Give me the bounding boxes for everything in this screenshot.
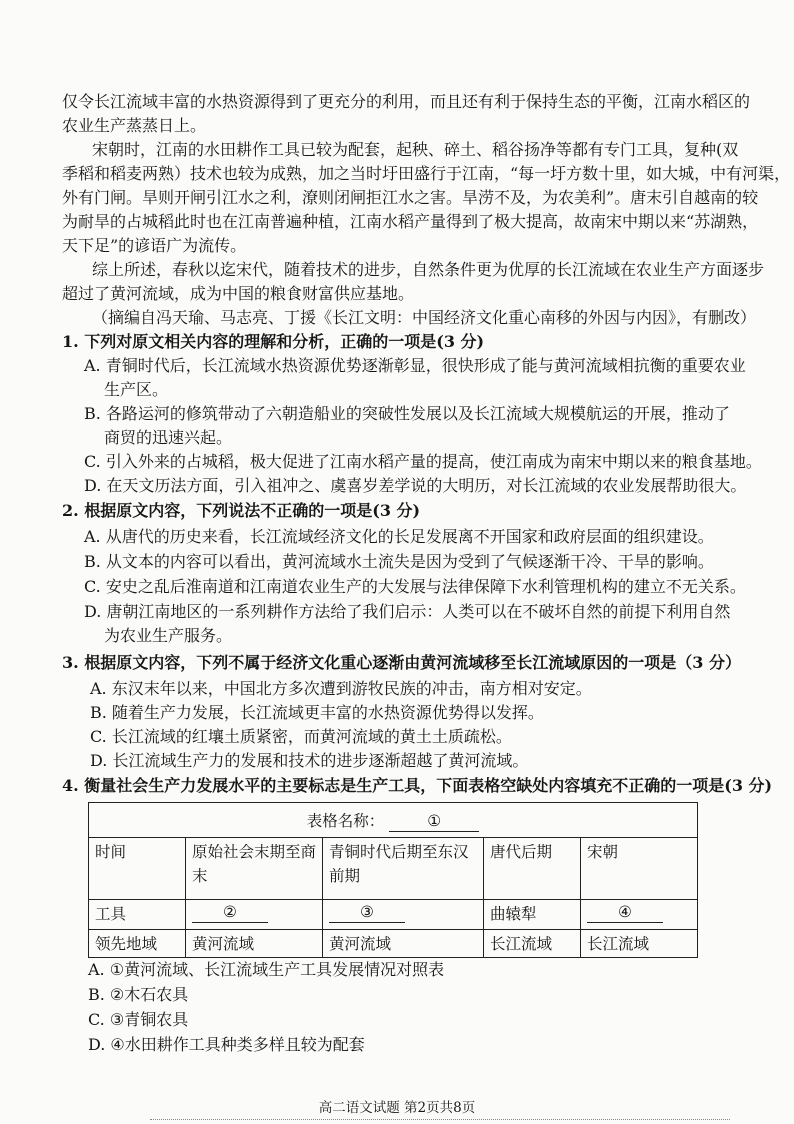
table-title-blank: ① [389, 811, 479, 832]
q1-option-c: C. 引入外来的占城稻，极大促进了江南水稻产量的提高，使江南成为南宋中期以来的粮食基地。 [84, 452, 762, 471]
q1-option-b-cont: 商贸的迅速兴起。 [104, 428, 233, 447]
tools-comparison-table [88, 802, 698, 958]
table-blank: ④ [587, 902, 663, 923]
table-cell [323, 900, 484, 930]
table-cell: 原始社会末期至商末 [186, 838, 323, 900]
passage-line: 超过了黄河流域，成为中国的粮食财富供应基地。 [62, 284, 415, 303]
q2-option-a: A. 从唐代的历史来看，长江流域经济文化的长足发展离不开国家和政府层面的组织建设。 [84, 527, 714, 546]
passage-line: 天下足”的谚语广为流传。 [62, 236, 247, 255]
question-4-stem: 4. 衡量社会生产力发展水平的主要标志是生产工具，下面表格空缺处内容填充不正确的一项是(3 分) [62, 776, 773, 795]
passage-line: 仅令长江流域丰富的水热资源得到了更充分的利用，而且还有利于保持生态的平衡，江南水稻区的 [62, 92, 751, 111]
q2-option-d: D. 唐朝江南地区的一系列耕作方法给了我们启示：人类可以在不破坏自然的前提下利用自然 [84, 602, 731, 621]
table-blank: ③ [329, 902, 405, 923]
page-footer: 高二语文试题 第2页共8页 [318, 1100, 476, 1116]
q2-option-b: B. 从文本的内容可以看出，黄河流域水土流失是因为受到了气候逐渐干冷、干旱的影响。 [84, 552, 714, 571]
table-cell: 黄河流域 [186, 930, 323, 958]
passage-line: 综上所述，春秋以迄宋代，随着技术的进步，自然条件更为优厚的长江流域在农业生产方面逐步 [92, 260, 765, 279]
q1-option-d: D. 在天文历法方面，引入祖冲之、虞喜岁差学说的大明历，对长江流域的农业发展帮助很大。 [84, 476, 747, 495]
table-title-label: 表格名称： [306, 811, 385, 830]
question-2-stem: 2. 根据原文内容，下列说法不正确的一项是(3 分) [62, 501, 421, 520]
table-cell: 唐代后期 [484, 838, 581, 900]
passage-line: 宋朝时，江南的水田耕作工具已较为配套，起秧、碎土、稻谷扬净等都有专门工具，复种(双 [92, 140, 739, 159]
q2-option-c: C. 安史之乱后淮南道和江南道农业生产的大发展与法律保障下水利管理机构的建立不无关系。 [84, 577, 746, 596]
table-cell: 长江流域 [484, 930, 581, 958]
table-title-cell [89, 803, 698, 838]
table-row-tools [89, 900, 698, 930]
table-cell: 曲辕犁 [484, 900, 581, 930]
table-cell: 工具 [89, 900, 186, 930]
question-3-stem: 3. 根据原文内容，下列不属于经济文化重心逐渐由黄河流域移至长江流域原因的一项是（3 分） [62, 653, 741, 672]
passage-line: 为耐旱的占城稻此时也在江南普遍种植，江南水稻产量得到了极大提高，故南宋中期以来“苏湖熟， [62, 212, 759, 231]
table-cell [186, 900, 323, 930]
table-row-time [89, 838, 698, 900]
table-blank: ② [192, 902, 268, 923]
table-cell: 领先地域 [89, 930, 186, 958]
q3-option-c: C. 长江流域的红壤土质紧密，而黄河流域的黄土土质疏松。 [90, 727, 512, 746]
q1-option-b: B. 各路运河的修筑带动了六朝造船业的突破性发展以及长江流域大规模航运的开展，推动了 [84, 404, 730, 423]
scan-artifact-line [150, 1119, 730, 1121]
q4-option-b: B. ②木石农具 [88, 985, 189, 1004]
passage-line: 季稻和稻麦两熟）技术也较为成熟，加之当时圩田盛行于江南，“每一圩方数十里，如大城，中有河渠， [62, 164, 791, 183]
q1-option-a: A. 青铜时代后，长江流域水热资源优势逐渐彰显，很快形成了能与黄河流域相抗衡的重要农业 [84, 356, 746, 375]
table-cell: 时间 [89, 838, 186, 900]
question-1-stem: 1. 下列对原文相关内容的理解和分析，正确的一项是(3 分) [62, 332, 485, 351]
q1-option-a-cont: 生产区。 [104, 380, 169, 399]
table-cell: 黄河流域 [323, 930, 484, 958]
passage-line: 外有门闸。旱则开闸引江水之利，潦则闭闸拒江水之害。旱涝不及，为农美利”。唐末引自越南的较 [62, 188, 759, 207]
table-row-region [89, 930, 698, 958]
q3-option-b: B. 随着生产力发展，长江流域更丰富的水热资源优势得以发挥。 [90, 703, 544, 722]
table-cell: 长江流域 [581, 930, 698, 958]
q4-option-d: D. ④水田耕作工具种类多样且较为配套 [88, 1035, 365, 1054]
passage-line: 农业生产蒸蒸日上。 [62, 116, 207, 135]
table-cell: 青铜时代后期至东汉前期 [323, 838, 484, 900]
q4-option-c: C. ③青铜农具 [88, 1010, 189, 1029]
q4-option-a: A. ①黄河流域、长江流域生产工具发展情况对照表 [88, 960, 445, 979]
q3-option-a: A. 东汉末年以来，中国北方多次遭到游牧民族的冲击，南方相对安定。 [90, 679, 592, 698]
passage-source: （摘编自冯天瑜、马志亮、丁援《长江文明：中国经济文化重心南移的外因与内因》，有删改） [92, 308, 757, 327]
q3-option-d: D. 长江流域生产力的发展和技术的进步逐渐超越了黄河流域。 [90, 751, 529, 770]
table-cell: 宋朝 [581, 838, 698, 900]
q2-option-d-cont: 为农业生产服务。 [104, 626, 233, 645]
table-cell [581, 900, 698, 930]
